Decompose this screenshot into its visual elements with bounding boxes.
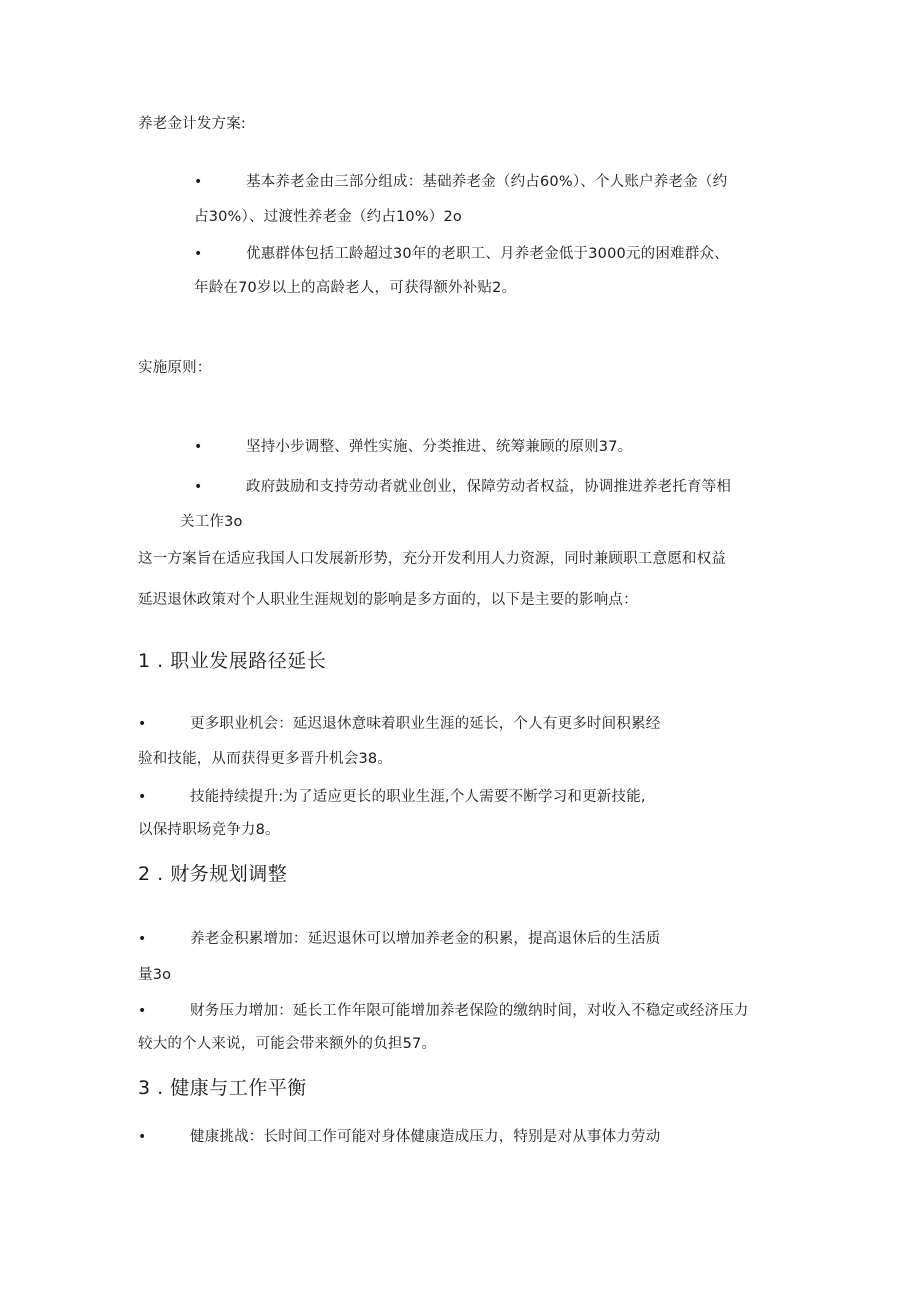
pension-item-2-line-2: 年龄在70岁以上的高龄老人，可获得额外补贴2。: [194, 280, 517, 296]
section-2-item-2-line-1: 财务压力增加：延长工作年限可能增加养老保险的缴纳时间，对收入不稳定或经济压力: [190, 1003, 749, 1019]
bullet-icon: •: [138, 1003, 147, 1019]
bullet-icon: •: [194, 246, 203, 262]
bullet-icon: •: [194, 479, 203, 495]
bullet-icon: •: [194, 174, 203, 190]
bullet-icon: •: [138, 716, 147, 732]
principle-item-2-line-1: 政府鼓励和支持劳动者就业创业，保障劳动者权益，协调推进养老托育等相: [246, 479, 732, 495]
pension-item-1-line-1: 基本养老金由三部分组成：基础养老金（约占60%）、个人账户养老金（约: [246, 174, 728, 190]
section-1-item-1-line-2: 验和技能，从而获得更多晋升机会38。: [138, 751, 393, 767]
summary-line-2: 延迟退休政策对个人职业生涯规划的影响是多方面的，以下是主要的影响点：: [138, 592, 638, 608]
pension-plan-title: 养老金计发方案:: [138, 116, 246, 132]
bullet-icon: •: [194, 439, 203, 455]
bullet-icon: •: [138, 931, 147, 947]
bullet-icon: •: [138, 789, 147, 805]
section-2-item-2-line-2: 较大的个人来说，可能会带来额外的负担57。: [138, 1036, 437, 1052]
section-2-item-1-line-2: 量3o: [138, 967, 172, 983]
principles-title: 实施原则：: [138, 360, 212, 376]
pension-item-2-line-1: 优惠群体包括工龄超过30年的老职工、月养老金低于3000元的困难群众、: [246, 246, 729, 262]
section-2-item-1-line-1: 养老金积累增加：延迟退休可以增加养老金的积累，提高退休后的生活质: [190, 931, 661, 947]
section-1-item-1-line-1: 更多职业机会：延迟退休意味着职业生涯的延长，个人有更多时间积累经: [190, 716, 661, 732]
principle-item-2-line-2: 关工作3o: [180, 514, 243, 530]
bullet-icon: •: [138, 1129, 147, 1145]
section-3-heading: 3 . 健康与工作平衡: [138, 1077, 307, 1099]
summary-line-1: 这一方案旨在适应我国人口发展新形势，充分开发利用人力资源，同时兼顾职工意愿和权益: [138, 551, 726, 567]
pension-item-1-line-2: 占30%）、过渡性养老金（约占10%）2o: [194, 209, 463, 225]
section-1-item-2-line-1: 技能持续提升:为了适应更长的职业生涯,个人需要不断学习和更新技能,: [190, 789, 646, 805]
section-1-heading: 1 . 职业发展路径延长: [138, 650, 327, 672]
section-3-item-1-line-1: 健康挑战：长时间工作可能对身体健康造成压力，特别是对从事体力劳动: [190, 1129, 661, 1145]
section-1-item-2-line-2: 以保持职场竞争力8。: [138, 822, 280, 838]
section-2-heading: 2 . 财务规划调整: [138, 863, 288, 885]
principle-item-1-line-1: 坚持小步调整、弹性实施、分类推进、统筹兼顾的原则37。: [246, 439, 633, 455]
